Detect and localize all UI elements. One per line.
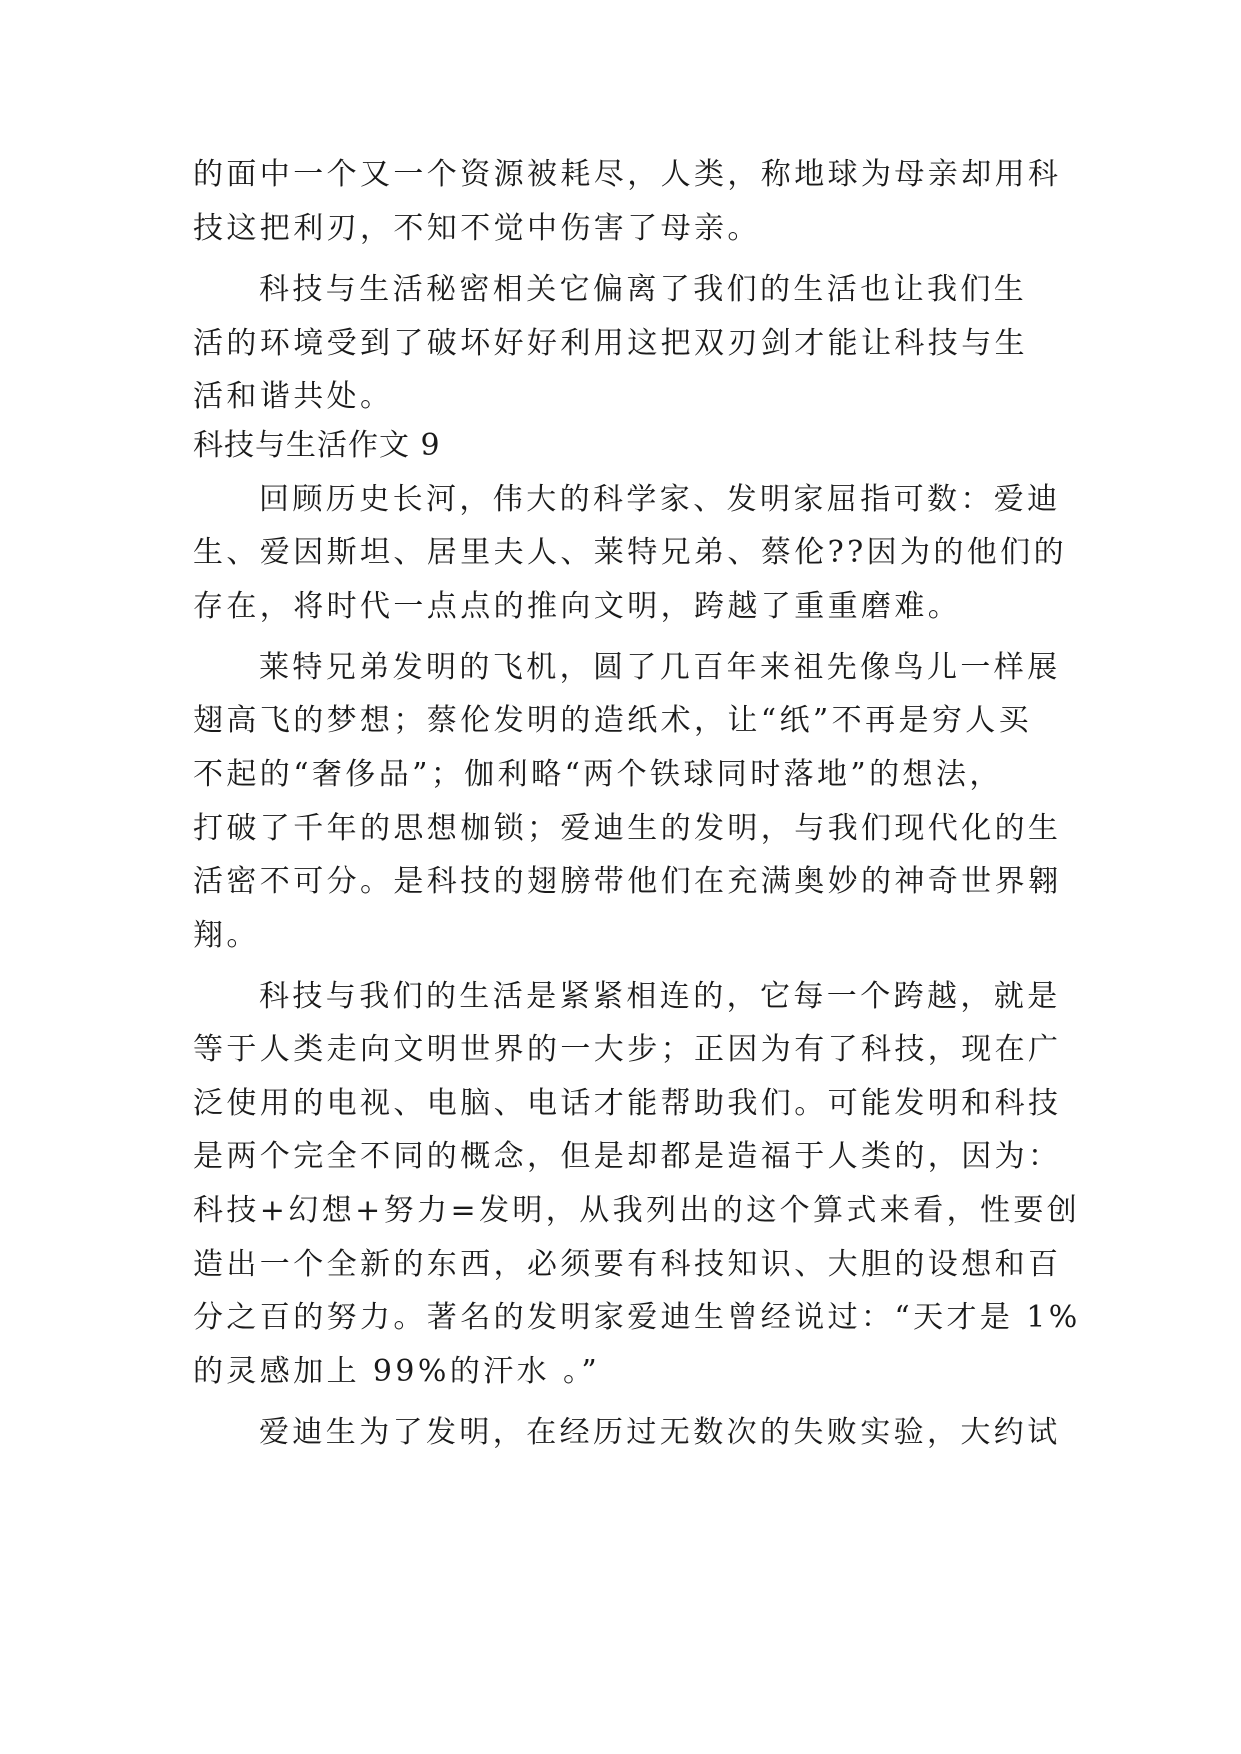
text-line: 打破了千年的思想枷锁；爱迪生的发明，与我们现代化的生 [193, 811, 1062, 846]
text-line: 活的环境受到了破坏好好利用这把双刃剑才能让科技与生 [193, 326, 1028, 361]
text-line: 技这把利刃，不知不觉中伤害了母亲。 [193, 211, 761, 246]
text-line: 的灵感加上 99%的汗水 。” [193, 1354, 601, 1389]
paragraph-first-line: 爱迪生为了发明，在经历过无数次的失败实验，大约试 [259, 1415, 1061, 1450]
text-line: 泛使用的电视、电脑、电话才能帮助我们。可能发明和科技 [193, 1086, 1062, 1121]
text-line: 翔。 [193, 918, 260, 953]
text-line: 活密不可分。是科技的翅膀带他们在充满奥妙的神奇世界翱 [193, 864, 1062, 899]
text-line: 翅高飞的梦想；蔡伦发明的造纸术，让“纸”不再是穷人买 [193, 703, 1033, 738]
paragraph-first-line: 回顾历史长河，伟大的科学家、发明家屈指可数：爱迪 [259, 482, 1061, 517]
text-line: 是两个完全不同的概念，但是却都是造福于人类的，因为： [193, 1139, 1062, 1174]
text-line: 科技+幻想+努力=发明，从我列出的这个算式来看，性要创 [193, 1193, 1081, 1228]
section-heading: 科技与生活作文 9 [193, 428, 441, 463]
text-line: 的面中一个又一个资源被耗尽，人类，称地球为母亲却用科 [193, 157, 1062, 192]
text-line: 等于人类走向文明世界的一大步；正因为有了科技，现在广 [193, 1032, 1062, 1067]
text-line: 存在，将时代一点点的推向文明，跨越了重重磨难。 [193, 589, 962, 624]
text-line: 不起的“奢侈品”；伽利略“两个铁球同时落地”的想法， [193, 757, 1003, 792]
text-line: 活和谐共处。 [193, 379, 394, 414]
text-line: 生、爱因斯坦、居里夫人、莱特兄弟、蔡伦??因为的他们的 [193, 535, 1067, 570]
paragraph-first-line: 科技与生活秘密相关它偏离了我们的生活也让我们生 [259, 272, 1028, 307]
text-line: 造出一个全新的东西，必须要有科技知识、大胆的设想和百 [193, 1247, 1062, 1282]
paragraph-first-line: 莱特兄弟发明的飞机，圆了几百年来祖先像鸟儿一样展 [259, 650, 1061, 685]
paragraph-first-line: 科技与我们的生活是紧紧相连的，它每一个跨越，就是 [259, 979, 1061, 1014]
text-line: 分之百的努力。著名的发明家爱迪生曾经说过：“天才是 1% [193, 1300, 1081, 1335]
